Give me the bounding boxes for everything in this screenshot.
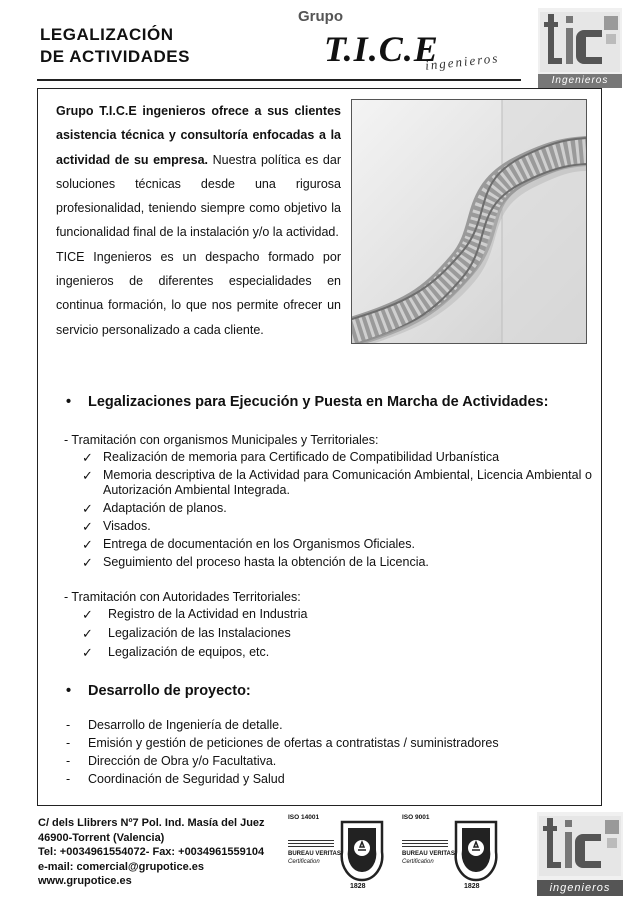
footer-address-1: C/ dels Llibrers Nº7 Pol. Ind. Masía del Juez [38,817,265,829]
bullet-icon: • [66,683,72,699]
list-item [66,770,586,788]
list-item-text: Dirección de Obra y/o Facultativa. [88,754,277,768]
tice-logo-mark-icon [537,812,623,878]
section-heading-text: Desarrollo de proyecto: [88,683,251,699]
cert-kind: Certification [288,859,320,865]
title-line-2: DE ACTIVIDADES [40,47,190,66]
checkmark-icon: ✓ [82,519,93,534]
list-item-text: Registro de la Actividad en Industria [108,607,308,621]
list-item-text: Adaptación de planos. [103,501,227,515]
list-item-text: Emisión y gestión de peticiones de ofertas a contratistas / suministradores [88,736,499,750]
list-item [66,752,586,770]
intro-lead-bold: Grupo T.I.C.E ingenieros ofrece a sus clientes asistencia técnica y consultoría enfocadas a la actividad de su empresa. [56,104,341,167]
list-item-text: Legalización de equipos, etc. [108,645,270,659]
footer-web[interactable]: www.grupotice.es [38,875,132,887]
list-item-text: Legalización de las Instalaciones [108,626,291,640]
header-divider [37,79,521,81]
tice-logo-mark-icon [538,8,622,74]
bullet-icon: • [66,394,72,410]
checkmark-icon: ✓ [82,450,93,465]
cert-lines [402,840,448,849]
bureau-veritas-seal-icon [338,814,386,884]
checkmark-icon: ✓ [82,626,93,641]
title-line-1: LEGALIZACIÓN [40,25,174,44]
cert-standard: ISO 14001 [288,814,320,821]
subhead-municipal: - Tramitación con organismos Municipales y Territoriales: [64,433,379,447]
checkmark-icon: ✓ [82,607,93,622]
list-item-text: Visados. [103,519,151,533]
list-item [66,734,586,752]
list-item-text: Realización de memoria para Certificado de Compatibilidad Urbanística [103,450,500,464]
intro-lead-rest: Nuestra política es dar soluciones técnicas desde una rigurosa profesionalidad, teniendo siempre como objetivo la funcionalidad final de la instalación y/o la actividad. [56,152,341,240]
list-item [82,450,592,465]
bureau-veritas-seal-icon [452,814,500,884]
brand-wordmark: T.I.C.E [324,29,439,69]
dash-icon: - [66,736,71,750]
intro-paragraph [56,99,341,342]
tice-logo-bottom [537,812,623,896]
list-item [82,626,592,641]
list-item [82,519,592,534]
cert-body-name: BUREAU VERITAS [402,851,455,857]
list-item [82,537,592,552]
list-item-text: Coordinación de Seguridad y Salud [88,772,285,786]
cert-year: 1828 [464,883,480,890]
intro-lead [56,99,341,245]
tice-logo-top [538,8,622,88]
cert-iso-9001 [402,812,502,892]
section-heading-desarrollo [66,683,251,699]
cert-lines [288,840,334,849]
footer-contact [38,816,288,889]
section-heading-text: Legalizaciones para Ejecución y Puesta en Marcha de Actividades: [88,394,549,410]
logo-caption: Ingenieros [538,74,622,88]
checkmark-icon: ✓ [82,468,93,483]
footer-address-2: 46900-Torrent (Valencia) [38,831,165,844]
dash-icon: - [66,772,71,786]
cert-year: 1828 [350,883,366,890]
checkmark-icon: ✓ [82,537,93,552]
logo-caption: ingenieros [537,880,623,896]
list-item [82,645,592,660]
cert-body [288,850,341,866]
dash-icon: - [66,754,71,768]
footer-email[interactable]: e-mail: comercial@grupotice.es [38,860,205,873]
cert-body-name: BUREAU VERITAS [288,851,341,857]
checkmark-icon: ✓ [82,555,93,570]
intro-second: TICE Ingenieros es un despacho formado por ingenieros de diferentes especialidades en continua formación, lo que nos permite ofrecer un servicio personalizado a cada cliente. [56,249,341,337]
checklist-territorial [82,607,592,660]
cert-iso-14001 [288,812,388,892]
list-item [82,501,592,516]
brand-subtitle: ingenieros [424,50,500,73]
list-item [82,607,592,622]
page-title [40,24,190,68]
cert-body [402,850,455,866]
list-item [66,716,586,734]
list-item [82,555,592,570]
checkmark-icon: ✓ [82,645,93,660]
brand-grupo-label: Grupo [298,8,343,25]
checkmark-icon: ✓ [82,501,93,516]
cert-kind: Certification [402,859,434,865]
cert-standard: ISO 9001 [402,814,430,821]
list-item-text: Memoria descriptiva de la Actividad para Comunicación Ambiental, Licencia Ambiental o Autorización Ambiental Integrada. [103,468,592,497]
list-item-text: Seguimiento del proceso hasta la obtención de la Licencia. [103,555,429,569]
dash-icon: - [66,718,71,732]
checklist-municipal [82,450,592,570]
dashlist-desarrollo [66,716,586,788]
subhead-territorial: - Tramitación con Autoridades Territoriales: [64,590,301,604]
list-item [82,468,592,498]
list-item-text: Desarrollo de Ingeniería de detalle. [88,718,283,732]
section-heading-legalizaciones [66,394,549,410]
footer-phones: Tel: +0034961554072- Fax: +0034961559104 [38,846,265,858]
cable-tray-photo [351,99,587,344]
list-item-text: Entrega de documentación en los Organismos Oficiales. [103,537,415,551]
